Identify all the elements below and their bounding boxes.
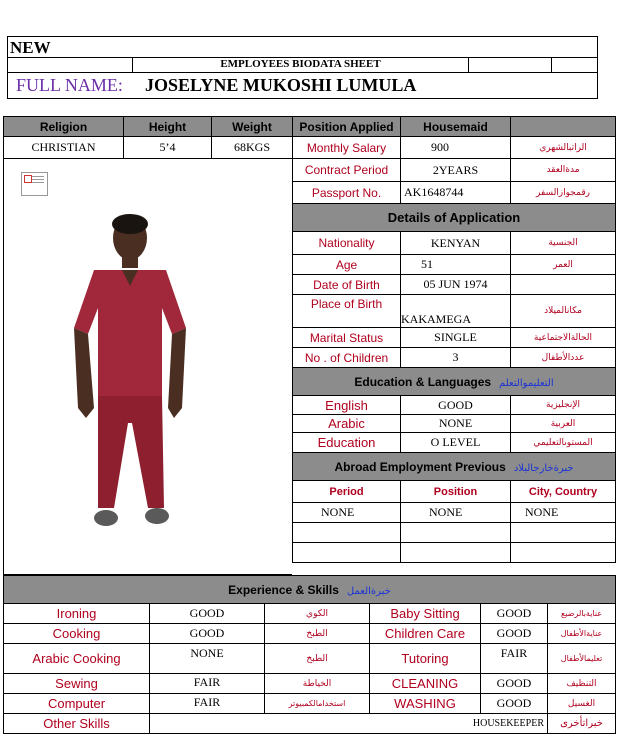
religion-value: CHRISTIAN xyxy=(4,137,124,159)
contract-value: 2YEARS xyxy=(401,159,511,182)
computer-label: Computer xyxy=(4,694,150,714)
abroad-title-arabic: خبرةخارجالبلاد xyxy=(513,462,574,474)
full-name-box xyxy=(7,73,598,99)
weight-header: Weight xyxy=(212,117,293,137)
passport-value: AK1648744 xyxy=(401,182,511,204)
contract-label: Contract Period xyxy=(293,159,401,182)
abroad-empty-cell xyxy=(293,543,401,563)
pob-label: Place of Birth xyxy=(293,295,401,328)
arabic-cooking-arabic: الطبخ xyxy=(265,644,370,674)
education-title-arabic: التعليموالتعلم xyxy=(499,377,554,389)
arabic-arabic: العربية xyxy=(511,415,616,433)
status-label: NEW xyxy=(10,38,51,57)
marital-label: Marital Status xyxy=(293,328,401,348)
abroad-period-header: Period xyxy=(293,481,401,503)
other-skills-value: HOUSEKEEPER xyxy=(150,714,548,734)
passport-arabic: رقمجوازالسفر xyxy=(511,182,616,204)
education-section-header xyxy=(293,368,616,396)
ironing-value: GOOD xyxy=(150,604,265,624)
age-arabic: العمر xyxy=(511,255,616,275)
tutoring-value: FAIR xyxy=(481,644,548,674)
abroad-period-value: NONE xyxy=(293,503,401,523)
cleaning-value: GOOD xyxy=(481,674,548,694)
salary-arabic: الراتبالشهري xyxy=(511,137,616,159)
position-extra-cell xyxy=(511,117,616,137)
full-name-value: JOSELYNE MUKOSHI LUMULA xyxy=(145,75,417,95)
passport-label: Passport No. xyxy=(293,182,401,204)
washing-label: WASHING xyxy=(370,694,481,714)
age-value: 51 xyxy=(401,255,511,275)
experience-title-arabic: خبرةالعمل xyxy=(346,585,391,597)
cooking-label: Cooking xyxy=(4,624,150,644)
washing-value: GOOD xyxy=(481,694,548,714)
tutoring-arabic: تعليمالأطفال xyxy=(548,644,616,674)
washing-arabic: الغسيل xyxy=(548,694,616,714)
sheet-title-row xyxy=(7,58,598,73)
nationality-label: Nationality xyxy=(293,232,401,255)
education-value: O LEVEL xyxy=(401,433,511,453)
sewing-arabic: الخياطة xyxy=(265,674,370,694)
salary-value: 900 xyxy=(401,137,511,159)
computer-value: FAIR xyxy=(150,694,265,714)
marital-value: SINGLE xyxy=(401,328,511,348)
full-name-label: FULL NAME: xyxy=(16,75,123,95)
english-arabic: الإنجليزية xyxy=(511,396,616,415)
pob-arabic: مكانالميلاد xyxy=(511,295,616,328)
status-box xyxy=(7,36,598,58)
education-title: Education & Languages xyxy=(354,374,492,389)
age-label: Age xyxy=(293,255,401,275)
dob-arabic xyxy=(511,275,616,295)
details-section-header: Details of Application xyxy=(293,204,616,232)
broken-image-icon xyxy=(21,172,48,196)
experience-table xyxy=(3,575,616,734)
other-skills-arabic: خبراتأخرى xyxy=(548,714,616,734)
abroad-position-value: NONE xyxy=(401,503,511,523)
abroad-position-header: Position xyxy=(401,481,511,503)
abroad-empty-cell xyxy=(401,523,511,543)
abroad-empty-cell xyxy=(511,543,616,563)
cooking-value: GOOD xyxy=(150,624,265,644)
ironing-label: Ironing xyxy=(4,604,150,624)
top-info-table xyxy=(3,116,616,159)
english-label: English xyxy=(293,396,401,415)
contract-arabic: مدةالعقد xyxy=(511,159,616,182)
children-arabic: عددالأطفال xyxy=(511,348,616,368)
dob-value: 05 JUN 1974 xyxy=(401,275,511,295)
contract-table xyxy=(292,158,616,563)
english-value: GOOD xyxy=(401,396,511,415)
position-applied-header: Position Applied xyxy=(293,117,401,137)
children-care-arabic: عنايةالأطفال xyxy=(548,624,616,644)
abroad-city-value: NONE xyxy=(511,503,616,523)
nationality-arabic: الجنسية xyxy=(511,232,616,255)
sewing-value: FAIR xyxy=(150,674,265,694)
arabic-cooking-label: Arabic Cooking xyxy=(4,644,150,674)
children-care-value: GOOD xyxy=(481,624,548,644)
other-skills-label: Other Skills xyxy=(4,714,150,734)
experience-section-header xyxy=(4,576,616,604)
sewing-label: Sewing xyxy=(4,674,150,694)
children-value: 3 xyxy=(401,348,511,368)
tutoring-label: Tutoring xyxy=(370,644,481,674)
dob-label: Date of Birth xyxy=(293,275,401,295)
education-arabic: المستوىالتعليمي xyxy=(511,433,616,453)
computer-arabic: استخدامالكمبيوتر xyxy=(265,694,370,714)
baby-sitting-label: Baby Sitting xyxy=(370,604,481,624)
arabic-cooking-value: NONE xyxy=(150,644,265,674)
position-applied-value: Housemaid xyxy=(401,117,511,137)
baby-sitting-arabic: عنايةبالرضيع xyxy=(548,604,616,624)
cooking-arabic: الطبخ xyxy=(265,624,370,644)
height-header: Height xyxy=(124,117,212,137)
children-care-label: Children Care xyxy=(370,624,481,644)
cleaning-label: CLEANING xyxy=(370,674,481,694)
height-value: 5’4 xyxy=(124,137,212,159)
nationality-value: KENYAN xyxy=(401,232,511,255)
arabic-label: Arabic xyxy=(293,415,401,433)
abroad-city-header: City, Country xyxy=(511,481,616,503)
baby-sitting-value: GOOD xyxy=(481,604,548,624)
marital-arabic: الحالةالاجتماعية xyxy=(511,328,616,348)
sheet-title: EMPLOYEES BIODATA SHEET xyxy=(133,58,469,73)
pob-value: KAKAMEGA xyxy=(401,295,511,328)
education-label: Education xyxy=(293,433,401,453)
abroad-empty-cell xyxy=(293,523,401,543)
arabic-value: NONE xyxy=(401,415,511,433)
weight-value: 68KGS xyxy=(212,137,293,159)
ironing-arabic: الكوي xyxy=(265,604,370,624)
abroad-empty-cell xyxy=(401,543,511,563)
abroad-title: Abroad Employment Previous xyxy=(334,459,506,474)
photo-frame xyxy=(3,158,292,575)
experience-title: Experience & Skills xyxy=(228,582,339,597)
cleaning-arabic: التنظيف xyxy=(548,674,616,694)
salary-label: Monthly Salary xyxy=(293,137,401,159)
employee-photo xyxy=(64,208,194,548)
abroad-empty-cell xyxy=(511,523,616,543)
abroad-section-header xyxy=(293,453,616,481)
children-label: No . of Children xyxy=(293,348,401,368)
religion-header: Religion xyxy=(4,117,124,137)
